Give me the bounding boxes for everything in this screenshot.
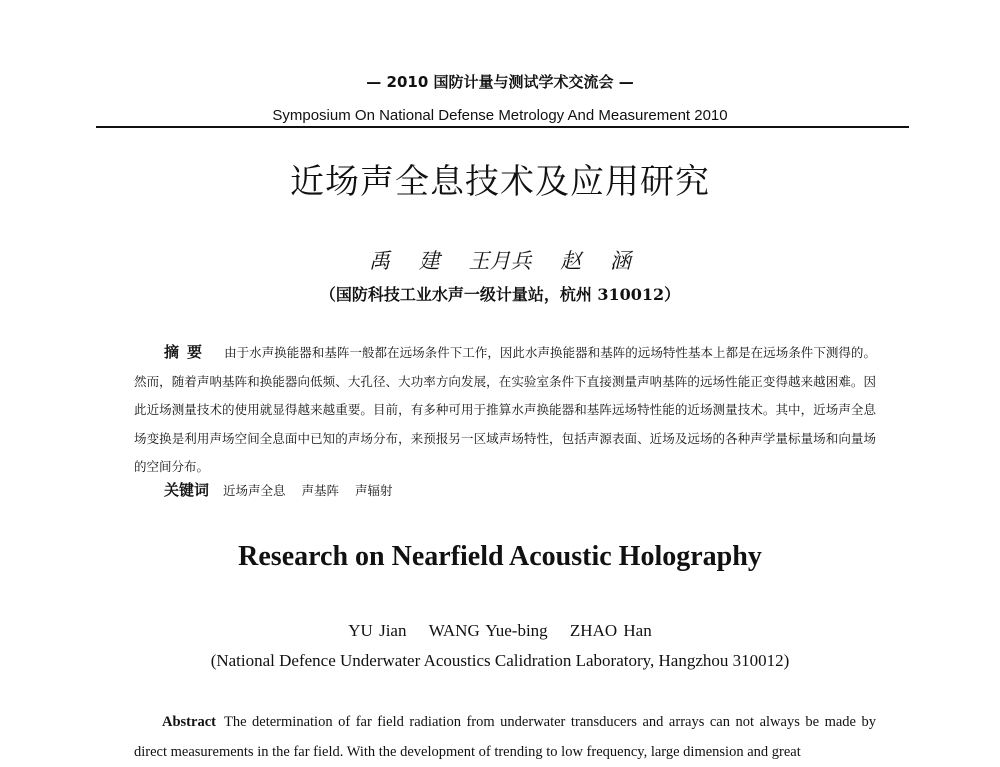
author-cn: 赵 涵 — [560, 249, 631, 273]
author-cn: 禹 建 — [369, 249, 440, 273]
author-en: WANG Yue-bing — [428, 621, 548, 640]
conference-header-en: Symposium On National Defense Metrology And Measurement 2010 — [272, 107, 728, 124]
abstract-cn-label: 摘要 — [164, 343, 211, 361]
keyword: 声基阵 — [301, 483, 340, 498]
keyword: 近场声全息 — [223, 483, 286, 498]
affiliation-cn: （国防科技工业水声一级计量站，杭州 310012） — [319, 285, 681, 304]
abstract-cn — [134, 338, 876, 482]
author-en: ZHAO Han — [569, 621, 652, 640]
paper-title-en: Research on Nearfield Acoustic Holography — [238, 541, 762, 572]
abstract-en-label: Abstract — [162, 714, 216, 730]
keyword: 声辐射 — [355, 483, 393, 498]
author-cn: 王月兵 — [468, 249, 532, 273]
paper-title-cn: 近场声全息技术及应用研究 — [290, 162, 710, 202]
conference-header-cn: — 2010 国防计量与测试学术交流会 — — [366, 73, 634, 91]
abstract-en-text: The determination of far field radiation from underwater transducers and arrays can not always be made by direct measurements in the far field. With the development of trending to low frequency, large dimension and great — [134, 714, 876, 760]
abstract-en — [134, 707, 876, 767]
abstract-cn-text: 由于水声换能器和基阵一般都在远场条件下工作，因此水声换能器和基阵的远场特性基本上都是在远场条件下测得的。然而，随着声呐基阵和换能器向低频、大孔径、大功率方向发展，在实验室条件下直接测量声呐基阵的远场性能正变得越来越困难。因此近场测量技术的使用就显得越来越重要。目前，有多种可用于推算水声换能器和基阵远场特性能的近场测量技术。其中，近场声全息场变换是利用声场空间全息面中已知的声场分布，来预报另一区域声场特性，包括声源表面、近场及远场的各种声学量标量场和向量场的空间分布。 — [134, 345, 876, 474]
author-en: YU Jian — [348, 621, 407, 640]
keywords-cn — [164, 481, 405, 500]
authors-en — [0, 621, 1000, 641]
header-divider — [96, 126, 909, 128]
authors-cn — [0, 248, 1000, 274]
keywords-cn-label: 关键词 — [164, 481, 210, 499]
affiliation-en: (National Defence Underwater Acoustics Calidration Laboratory, Hangzhou 310012) — [210, 651, 790, 670]
